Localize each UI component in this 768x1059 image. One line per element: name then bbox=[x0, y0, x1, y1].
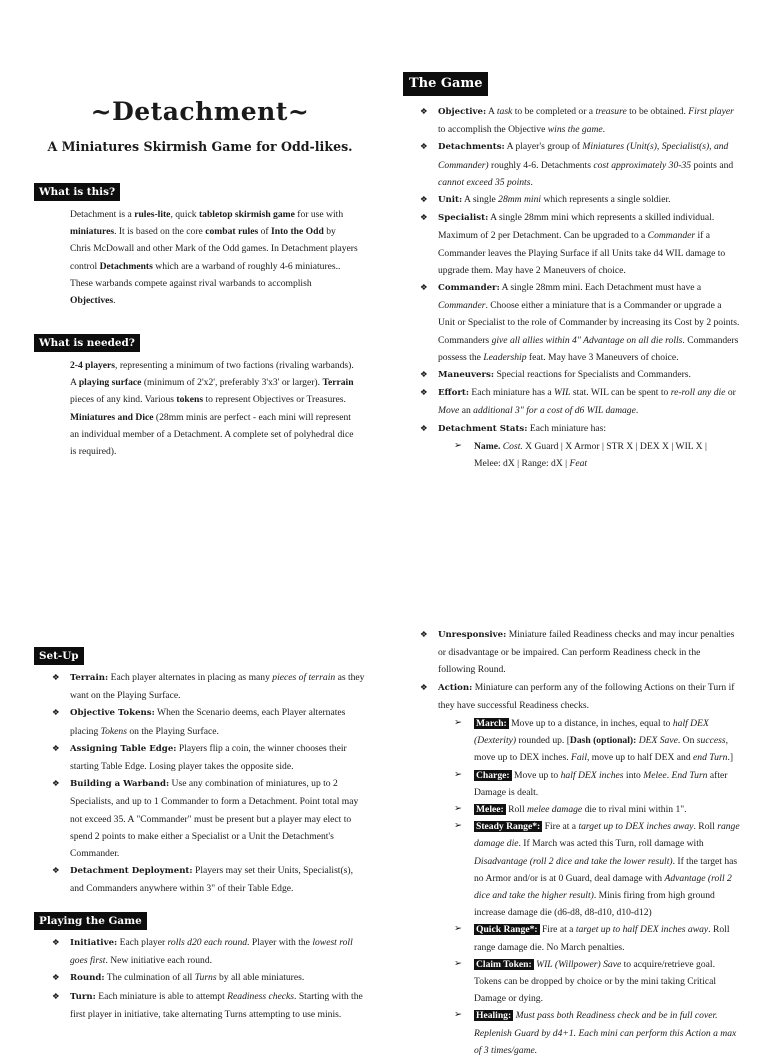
list-item: ❖ Objective: A task to be completed or a treasure to be obtained. First player to accomplish the Objective wins the game. bbox=[418, 103, 740, 138]
stat-line: ➢ Name. Cost. X Guard | X Armor | STR X | DEX X | WIL X | Melee: dX | Range: dX | Feat bbox=[454, 438, 740, 472]
list-item: ❖ Detachments: A player's group of Miniatures (Unit(s), Specialist(s), and Commander) roughly 4-6. Detachments cost approximately 30-35 points and cannot exceed 35 points. bbox=[418, 138, 740, 191]
list-item: ❖ Specialist: A single 28mm mini which represents a skilled individual. Maximum of 2 per Detachment. Can be upgraded to a Commander if a Commander leaves the Playing Surface if all Units take d4 WIL damage to upgrade them. May have 2 Maneuvers of choice. bbox=[418, 209, 740, 279]
actions-list bbox=[454, 715, 740, 1059]
action-item: ➢ Charge: Move up to half DEX inches into Melee. End Turn after Damage is dealt. bbox=[454, 767, 740, 801]
action-item: ➢ Melee: Roll melee damage die to rival mini within 1". bbox=[454, 801, 740, 818]
list-item bbox=[418, 679, 740, 1059]
playing-list bbox=[50, 934, 368, 1023]
setup-list bbox=[50, 669, 368, 898]
list-item: ❖ Objective Tokens: When the Scenario deems, each Player alternates placing Tokens on the Playing Surface. bbox=[50, 704, 368, 739]
action-item: ➢ Steady Range*: Fire at a target up to DEX inches away. Roll range damage die. If March was acted this Turn, roll damage with Disadvantage (roll 2 dice and take the lower result). If the target has no Armor and/or is at 0 Guard, deal damage with Advantage (roll 2 dice and take the higher result). Minis firing from high ground increase damage die (d6-d8, d8-d10, d10-d12) bbox=[454, 818, 740, 921]
game-rules-list bbox=[418, 103, 740, 472]
section-header-what-is-needed: What is needed? bbox=[34, 334, 140, 352]
list-item: ❖ Round: The culmination of all Turns by all able miniatures. bbox=[50, 969, 368, 987]
list-item bbox=[418, 420, 740, 473]
list-item: ❖ Initiative: Each player rolls d20 each round. Player with the lowest roll goes first. New initiative each round. bbox=[50, 934, 368, 969]
detachment-stats-label: Detachment Stats: Each miniature has: bbox=[438, 422, 607, 434]
page-subtitle: A Miniatures Skirmish Game for Odd-likes. bbox=[47, 139, 353, 154]
list-item: ❖ Building a Warband: Use any combination of miniatures, up to 2 Specialists, and up to 1 Commander to form a Detachment. Point total may not exceed 35. A "Commander" must be present but a player may elect to spend 2 points to make either a Specialist or a Unit the Detachment's Commander. bbox=[50, 775, 368, 862]
list-item: ❖ Commander: A single 28mm mini. Each Detachment must have a Commander. Choose either a miniature that is a Commander or upgrade a Unit or Specialist to the role of Commander by increasing its Cost by 2 points. Commanders give all allies within 4" Advantage on all die rolls. Commanders possess the Leadership feat. May have 3 Maneuvers of choice. bbox=[418, 279, 740, 366]
section-header-set-up: Set-Up bbox=[34, 647, 84, 665]
stat-line-list bbox=[454, 438, 740, 472]
list-item: ❖ Maneuvers: Special reactions for Specialists and Commanders. bbox=[418, 366, 740, 384]
list-item: ❖ Detachment Deployment: Players may set their Units, Specialist(s), and Commanders anywhere within 3" of their Table Edge. bbox=[50, 862, 368, 897]
list-item: ❖ Turn: Each miniature is able to attempt Readiness checks. Starting with the first player in initiative, take alternating Turns attempting to use minis. bbox=[50, 988, 368, 1023]
section-header-playing-the-game: Playing the Game bbox=[34, 912, 147, 930]
section-header-what-is-this: What is this? bbox=[34, 183, 120, 201]
page-title: ~Detachment~ bbox=[90, 97, 310, 126]
readiness-list bbox=[418, 626, 740, 1059]
action-item: ➢ Healing: Must pass both Readiness check and be in full cover. Replenish Guard by d4+1. Each mini can perform this Action a max of 3 times/game. bbox=[454, 1007, 740, 1059]
action-item: ➢ Quick Range*: Fire at a target up to half DEX inches away. Roll range damage die. No March penalties. bbox=[454, 921, 740, 955]
action-intro: Action: Miniature can perform any of the following Actions on their Turn if they have successful Readiness checks. bbox=[438, 681, 735, 711]
section-header-the-game: The Game bbox=[403, 72, 488, 96]
intro-paragraph: Detachment is a rules-lite, quick tabletop skirmish game for use with miniatures. It is based on the core combat rules of Into the Odd by Chris McDowall and other Mark of the Odd games. In Detachment players control Detachments which are a warband of roughly 4-6 miniatures.. These warbands compete against rival warbands to accomplish Objectives. bbox=[70, 209, 358, 307]
action-item: ➢ Claim Token: WIL (Willpower) Save to acquire/retrieve goal. Tokens can be dropped by choice or by the mini taking Critical Damage or dying. bbox=[454, 956, 740, 1008]
list-item: ❖ Unit: A single 28mm mini which represents a single soldier. bbox=[418, 191, 740, 209]
needed-paragraph: 2-4 players, representing a minimum of two factions (rivaling warbands). A playing surface (minimum of 2'x2', preferably 3'x3' or larger). Terrain pieces of any kind. Various tokens to represent Objectives or Treasures. Miniatures and Dice (28mm minis are perfect - each mini will represent an individual member of a Detachment. A complete set of polyhedral dice is required). bbox=[70, 360, 354, 458]
list-item: ❖ Assigning Table Edge: Players flip a coin, the winner chooses their starting Table Edge. Losing player takes the opposite side. bbox=[50, 740, 368, 775]
list-item: ❖ Effort: Each miniature has a WIL stat. WIL can be spent to re-roll any die or Move an additional 3" for a cost of d6 WIL damage. bbox=[418, 384, 740, 419]
list-item: ❖ Terrain: Each player alternates in placing as many pieces of terrain as they want on the Playing Surface. bbox=[50, 669, 368, 704]
list-item: ❖ Unresponsive: Miniature failed Readiness checks and may incur penalties or disadvantage or be impaired. Can perform Readiness check in the following Round. bbox=[418, 626, 740, 679]
action-item: ➢ March: Move up to a distance, in inches, equal to half DEX (Dexterity) rounded up. [Dash (optional): DEX Save. On success, move up to DEX inches. Fail, move up to half DEX and end Turn.] bbox=[454, 715, 740, 767]
